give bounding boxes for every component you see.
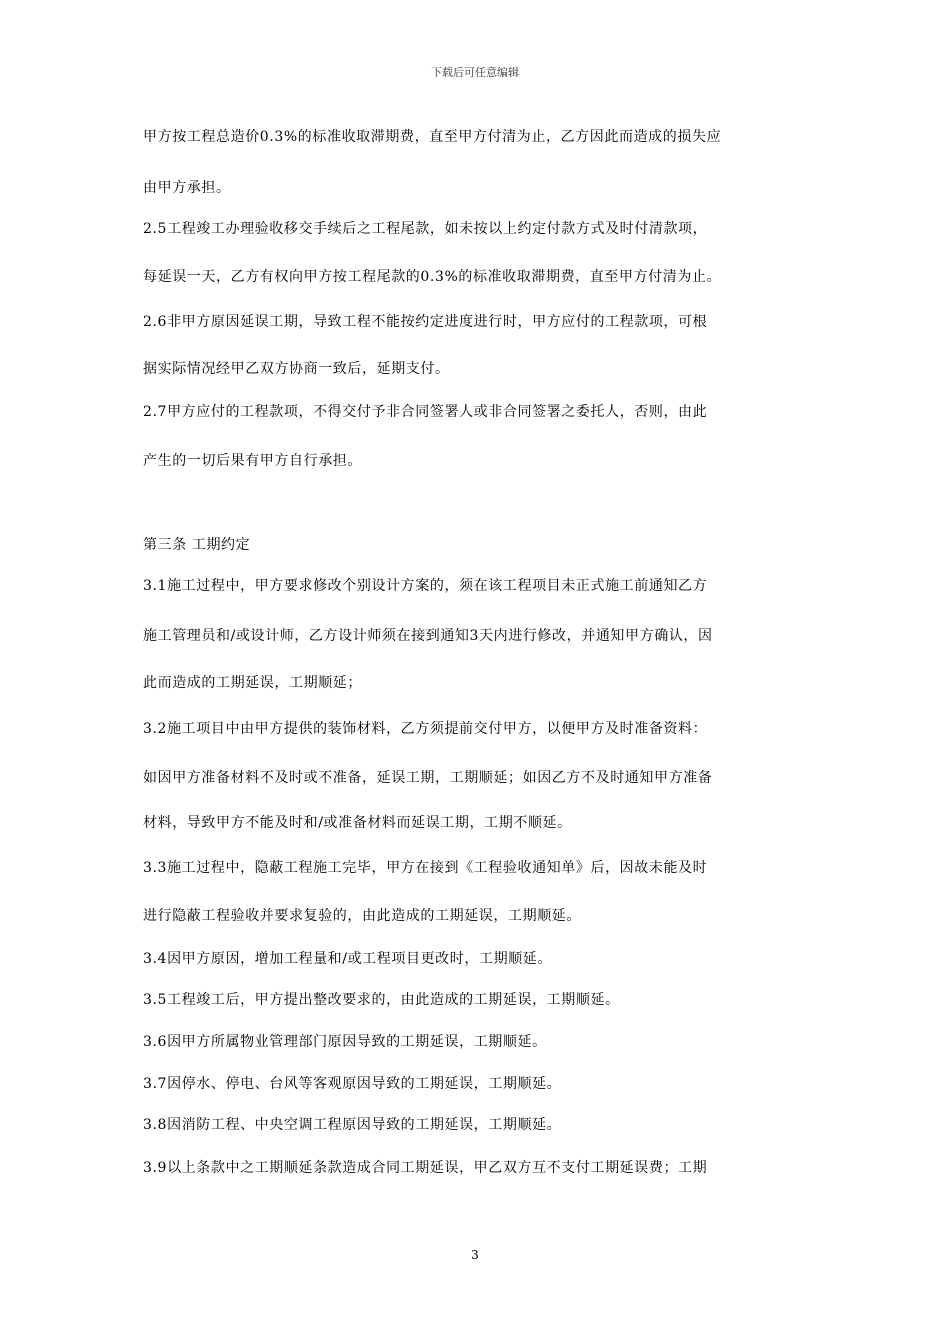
text-line: 3.1施工过程中，甲方要求修改个别设计方案的，须在该工程项目未正式施工前通知乙方 <box>143 578 708 594</box>
text-line: 施工管理员和/或设计师，乙方设计师须在接到通知3天内进行修改，并通知甲方确认，因 <box>143 628 713 644</box>
text-line: 由甲方承担。 <box>143 180 231 196</box>
text-line: 据实际情况经甲乙双方协商一致后，延期支付。 <box>143 361 450 377</box>
text-line: 此而造成的工期延误，工期顺延； <box>143 675 362 691</box>
text-line: 进行隐蔽工程验收并要求复验的，由此造成的工期延误，工期顺延。 <box>143 908 581 924</box>
text-line: 如因甲方准备材料不及时或不准备，延误工期，工期顺延；如因乙方不及时通知甲方准备 <box>143 770 713 786</box>
text-line: 3.6因甲方所属物业管理部门原因导致的工期延误，工期顺延。 <box>143 1034 547 1050</box>
text-line: 3.3施工过程中，隐蔽工程施工完毕，甲方在接到《工程验收通知单》后，因故未能及时 <box>143 860 708 876</box>
section-heading: 第三条 工期约定 <box>143 537 251 553</box>
text-line: 3.4因甲方原因，增加工程量和/或工程项目更改时，工期顺延。 <box>143 951 552 967</box>
page-header: 下载后可任意编辑 <box>431 66 519 79</box>
page-number: 3 <box>471 1248 479 1262</box>
text-line: 产生的一切后果有甲方自行承担。 <box>143 453 362 469</box>
text-line: 3.7因停水、停电、台风等客观原因导致的工期延误，工期顺延。 <box>143 1076 562 1092</box>
text-line: 3.2施工项目中由甲方提供的装饰材料，乙方须提前交付甲方，以便甲方及时准备资料： <box>143 721 708 737</box>
text-line: 2.6非甲方原因延误工期，导致工程不能按约定进度进行时，甲方应付的工程款项，可根 <box>143 314 708 330</box>
text-line: 甲方按工程总造价0.3%的标准收取滞期费，直至甲方付清为止，乙方因此而造成的损失应 <box>143 129 722 145</box>
text-line: 每延误一天，乙方有权向甲方按工程尾款的0.3%的标准收取滞期费，直至甲方付清为止。 <box>143 269 722 285</box>
text-line: 2.5工程竣工办理验收移交手续后之工程尾款，如未按以上约定付款方式及时付清款项， <box>143 221 708 237</box>
text-line: 3.5工程竣工后，甲方提出整改要求的，由此造成的工期延误，工期顺延。 <box>143 992 620 1008</box>
text-line: 3.9以上条款中之工期顺延条款造成合同工期延误，甲乙双方互不支付工期延误费；工期 <box>143 1160 708 1176</box>
text-line: 材料，导致甲方不能及时和/或准备材料而延误工期，工期不顺延。 <box>143 815 572 831</box>
text-line: 2.7甲方应付的工程款项，不得交付予非合同签署人或非合同签署之委托人，否则，由此 <box>143 404 708 420</box>
text-line: 3.8因消防工程、中央空调工程原因导致的工期延误，工期顺延。 <box>143 1117 562 1133</box>
